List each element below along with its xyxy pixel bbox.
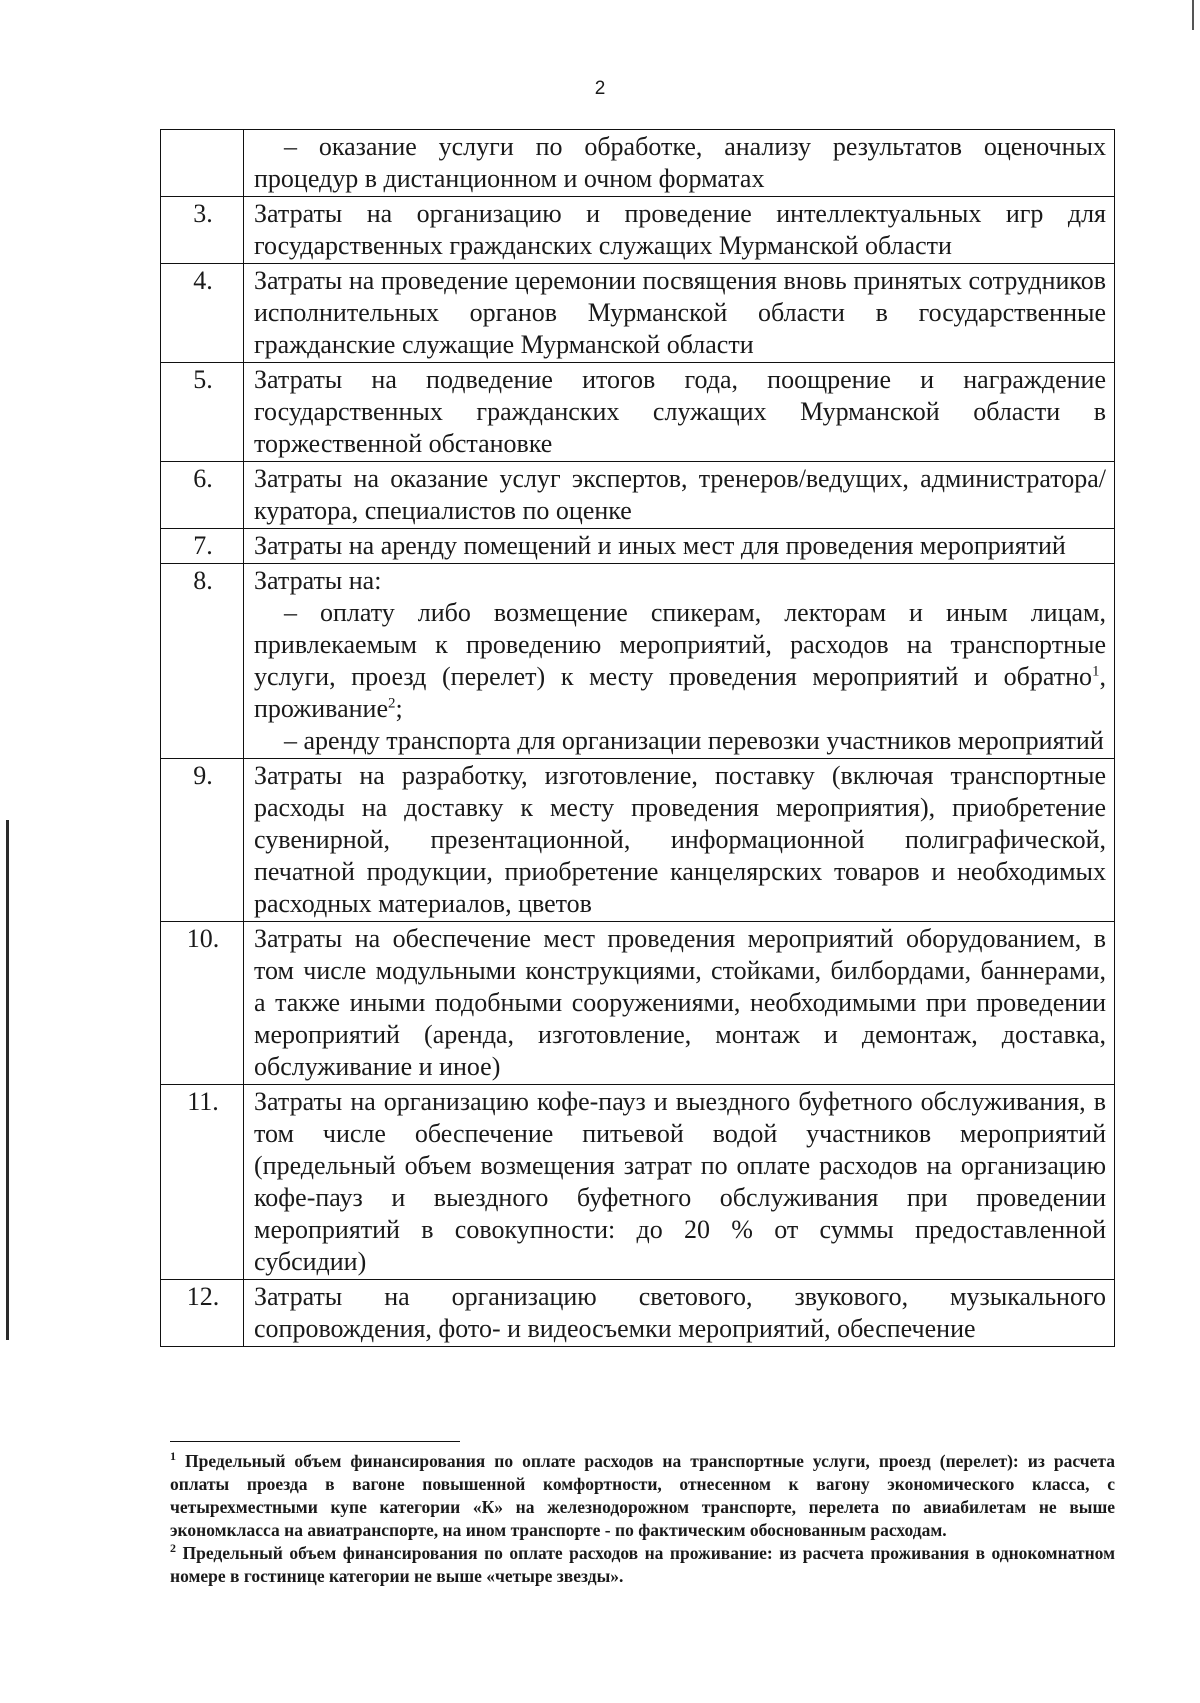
expense-table-body	[161, 130, 1115, 1347]
row-number: 6.	[161, 462, 244, 529]
footnote-text: Предельный объем финансирования по оплате расходов на проживание: из расчета проживания в однокомнатном номере в гостинице категории не выше «четыре звезды».	[170, 1543, 1115, 1586]
description-paragraph	[254, 760, 1106, 920]
footnotes-section	[170, 1450, 1115, 1588]
table-row	[161, 264, 1115, 363]
row-number: 8.	[161, 564, 244, 759]
description-paragraph	[254, 923, 1106, 1083]
paragraph-text: Затраты на проведение церемонии посвящения вновь принятых сотрудников исполнительных органов Мурманской области в государственные гражданские служащие Мурманской области	[254, 266, 1106, 359]
footnote	[170, 1450, 1115, 1542]
paragraph-text: Затраты на обеспечение мест проведения мероприятий оборудованием, в том числе модульными конструкциями, стойками, билбордами, баннерами, а также иными подобными сооружениями, необходимыми при проведении мероприятий (аренда, изготовление, монтаж и демонтаж, доставка, обслуживание и иное)	[254, 924, 1106, 1081]
description-paragraph	[254, 131, 1106, 195]
paragraph-text: Затраты на оказание услуг экспертов, тренеров/ведущих, администратора/куратора, специалистов по оценке	[254, 464, 1106, 525]
row-number: 10.	[161, 922, 244, 1085]
row-description	[244, 564, 1115, 759]
description-paragraph	[254, 565, 1106, 597]
scan-edge-mark	[6, 820, 9, 1340]
row-number: 5.	[161, 363, 244, 462]
paragraph-text: Затраты на разработку, изготовление, поставку (включая транспортные расходы на доставку к месту проведения мероприятия), приобретение сувенирной, презентационной, информационной полиграфической, печатной продукции, приобретение канцелярских товаров и необходимых расходных материалов, цветов	[254, 761, 1106, 918]
footnote-mark: 2	[170, 1541, 176, 1556]
paragraph-text: – аренду транспорта для организации перевозки участников мероприятий	[284, 726, 1104, 755]
row-description	[244, 759, 1115, 922]
paragraph-text: Затраты на организацию и проведение интеллектуальных игр для государственных гражданских служащих Мурманской области	[254, 199, 1106, 260]
table-row	[161, 922, 1115, 1085]
expense-table	[160, 129, 1115, 1347]
row-description	[244, 1085, 1115, 1280]
footnote-divider	[170, 1441, 460, 1442]
footnote	[170, 1542, 1115, 1588]
paragraph-text: Затраты на подведение итогов года, поощрение и награждение государственных гражданских служащих Мурманской области в торжественной обстановке	[254, 365, 1106, 458]
description-paragraph	[254, 1086, 1106, 1278]
footnote-reference: 2	[388, 695, 396, 712]
footnote-mark: 1	[170, 1449, 176, 1464]
paragraph-text: Затраты на:	[254, 566, 382, 595]
footnote-reference: 1	[1092, 663, 1100, 680]
row-description	[244, 529, 1115, 564]
row-number: 12.	[161, 1280, 244, 1347]
row-number: 7.	[161, 529, 244, 564]
paragraph-text: ;	[395, 694, 403, 723]
paragraph-text: , проживание	[254, 662, 1106, 723]
row-description	[244, 363, 1115, 462]
paragraph-text: Затраты на аренду помещений и иных мест для проведения мероприятий	[254, 531, 1066, 560]
row-description	[244, 130, 1115, 197]
paragraph-text: – оплату либо возмещение спикерам, лекторам и иным лицам, привлекаемым к проведению мероприятий, расходов на транспортные услуги, проезд (перелет) к месту проведения мероприятий и обратно	[254, 598, 1106, 691]
row-description	[244, 462, 1115, 529]
scan-edge-mark	[1192, 0, 1194, 30]
table-row	[161, 462, 1115, 529]
description-paragraph	[254, 265, 1106, 361]
row-number	[161, 130, 244, 197]
description-paragraph	[254, 530, 1106, 562]
table-row	[161, 529, 1115, 564]
paragraph-text: Затраты на организацию светового, звукового, музыкального сопровождения, фото- и видеосъемки мероприятий, обеспечение	[254, 1282, 1106, 1343]
row-number: 4.	[161, 264, 244, 363]
table-row	[161, 363, 1115, 462]
footnote-text: Предельный объем финансирования по оплате расходов на транспортные услуги, проезд (перелет): из расчета оплаты проезда в вагоне повышенной комфортности, отнесенном к вагону экономического класса, с четырехместными купе категории «К» на железнодорожном транспорте, перелета по авиабилетам не выше экономкласса на авиатранспорте, на ином транспорте - по фактическим обоснованным расходам.	[170, 1451, 1115, 1540]
description-paragraph	[254, 463, 1106, 527]
description-paragraph	[254, 725, 1106, 757]
row-description	[244, 264, 1115, 363]
description-paragraph	[254, 198, 1106, 262]
description-paragraph	[254, 1281, 1106, 1345]
row-description	[244, 1280, 1115, 1347]
page-number: 2	[594, 78, 606, 99]
row-description	[244, 197, 1115, 264]
paragraph-text: – оказание услуги по обработке, анализу результатов оценочных процедур в дистанционном и очном форматах	[254, 132, 1106, 193]
table-row	[161, 1085, 1115, 1280]
table-row	[161, 130, 1115, 197]
paragraph-text: Затраты на организацию кофе-пауз и выездного буфетного обслуживания, в том числе обеспечение питьевой водой участников мероприятий (предельный объем возмещения затрат по оплате расходов на организацию кофе-пауз и выездного буфетного обслуживания при проведении мероприятий в совокупности: до 20 % от суммы предоставленной субсидии)	[254, 1087, 1106, 1276]
table-row	[161, 564, 1115, 759]
row-description	[244, 922, 1115, 1085]
description-paragraph	[254, 597, 1106, 725]
table-row	[161, 759, 1115, 922]
row-number: 9.	[161, 759, 244, 922]
description-paragraph	[254, 364, 1106, 460]
table-row	[161, 1280, 1115, 1347]
table-row	[161, 197, 1115, 264]
row-number: 3.	[161, 197, 244, 264]
row-number: 11.	[161, 1085, 244, 1280]
